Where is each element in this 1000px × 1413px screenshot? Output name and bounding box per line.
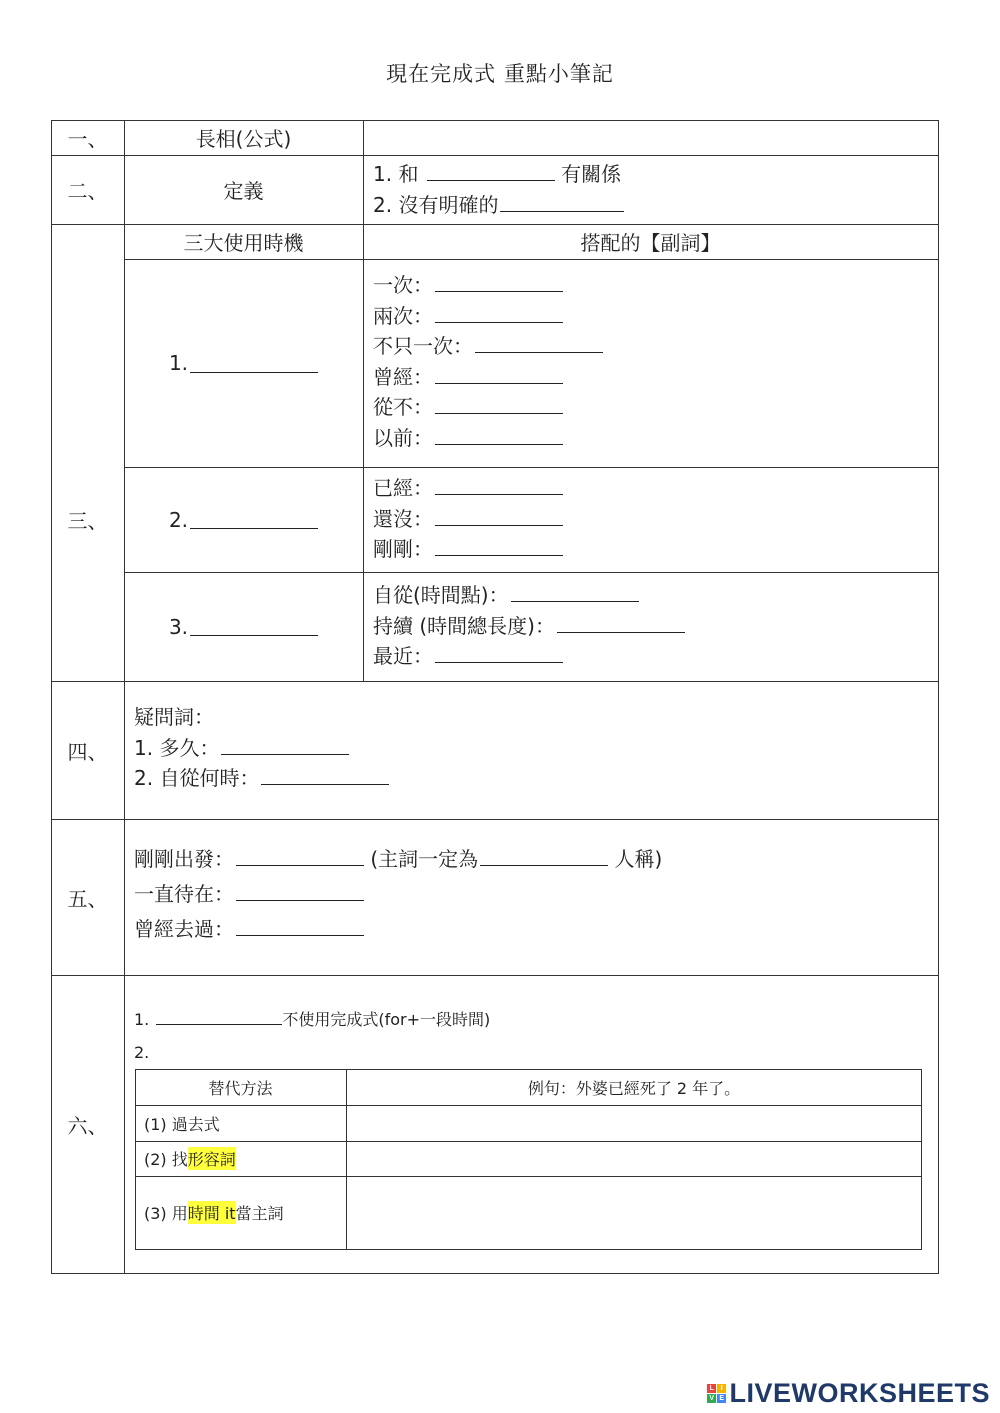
definition-1-blank[interactable] (427, 162, 555, 181)
alt-table-header-example: 例句：外婆已經死了 2 年了。 (527, 1078, 741, 1098)
alt-example-2-cell[interactable] (347, 1142, 921, 1176)
alternatives-table (135, 1069, 922, 1250)
usage-header: 三大使用時機 (183, 231, 304, 255)
phrase-3-blank[interactable] (236, 917, 364, 936)
page-title: 現在完成式 重點小筆記 (386, 62, 614, 86)
adverb-blank[interactable] (435, 644, 563, 663)
phrase-1-note: (主詞一定為 (364, 847, 479, 871)
logo-mark-i: I (717, 1384, 726, 1393)
usage-1-label: 1. (168, 351, 189, 375)
alt-1-blank[interactable] (156, 1009, 282, 1025)
question-word-label: 1. 多久： (134, 735, 220, 760)
question-words-heading: 疑問詞： (134, 705, 214, 729)
row3-number: 三、 (67, 509, 108, 533)
question-word-blank[interactable] (261, 766, 389, 785)
usage-3 (124, 572, 363, 681)
adverb-label: 不只一次： (373, 334, 473, 358)
adverb-blank[interactable] (475, 334, 603, 353)
usage-3-adverbs (364, 580, 938, 672)
phrase-1-label: 剛剛出發： (134, 847, 234, 871)
usage-1-adverbs (364, 270, 938, 453)
adverb-label: 已經： (373, 476, 433, 500)
phrase-1-blank[interactable] (236, 847, 364, 866)
adverb-blank[interactable] (511, 583, 639, 602)
definition-1-suffix: 有關係 (554, 162, 622, 186)
adverb-label: 以前： (373, 425, 433, 450)
alt-method-1 (135, 1105, 346, 1141)
adverb-blank[interactable] (435, 365, 563, 384)
alt-method-text: (1) 過去式 (144, 1114, 220, 1134)
definition-2-blank[interactable] (500, 193, 624, 212)
adverb-blank[interactable] (435, 273, 563, 292)
alt-table-header-method: 替代方法 (208, 1078, 273, 1098)
adverb-label: 還沒： (373, 506, 433, 531)
adverb-label: 最近： (373, 644, 433, 668)
usage-3-label: 3. (168, 614, 189, 639)
usage-2-adverbs (364, 473, 938, 565)
adverb-label: 兩次： (373, 303, 433, 328)
usage-2-blank[interactable] (190, 510, 318, 529)
question-word-blank[interactable] (221, 736, 349, 755)
highlighted-keyword: 形容詞 (188, 1147, 236, 1170)
phrase-1-suffix: 人稱) (608, 847, 663, 871)
adverb-blank[interactable] (435, 426, 563, 445)
formula-answer-area[interactable] (364, 121, 938, 155)
adverb-blank[interactable] (435, 537, 563, 556)
adverb-label: 剛剛： (373, 537, 433, 561)
row5-number: 五、 (67, 886, 108, 911)
row2-number: 二、 (67, 179, 108, 203)
definition-2-text: 2. 沒有明確的 (373, 192, 499, 217)
liveworksheets-logo (707, 1378, 990, 1409)
alt-method-3 (135, 1176, 346, 1249)
alt-example-1-cell[interactable] (347, 1106, 921, 1141)
row1-label: 長相(公式) (195, 127, 292, 151)
row4-number: 四、 (67, 739, 108, 764)
adverb-blank[interactable] (557, 614, 685, 633)
adverb-header: 搭配的【副詞】 (580, 231, 721, 255)
phrase-2-blank[interactable] (236, 882, 364, 901)
usage-2 (124, 467, 363, 572)
phrase-lines (125, 842, 938, 947)
adverb-blank[interactable] (435, 507, 563, 526)
alt-method-text: (3) 用 (144, 1204, 188, 1223)
alternatives-intro (125, 1003, 938, 1069)
adverb-label: 曾經： (373, 364, 433, 389)
question-words (125, 702, 938, 794)
adverb-blank[interactable] (435, 476, 563, 495)
adverb-label: 從不： (373, 395, 433, 419)
alt-1-suffix: 不使用完成式(for+一段時間) (282, 1010, 491, 1029)
logo-text: LIVEWORKSHEETS (729, 1378, 990, 1408)
question-word-label: 2. 自從何時： (134, 766, 260, 790)
adverb-label: 自從(時間點)： (373, 583, 509, 607)
adverb-blank[interactable] (435, 395, 563, 414)
highlighted-keyword: 時間 it (188, 1201, 236, 1224)
logo-mark-v: V (709, 1395, 715, 1402)
usage-1-blank[interactable] (190, 354, 318, 373)
row6-number: 六、 (67, 1113, 108, 1138)
adverb-label: 持續 (時間總長度)： (373, 613, 555, 638)
phrase-3-label: 曾經去過： (134, 917, 234, 941)
row2-label: 定義 (223, 179, 264, 203)
definition-lines (364, 159, 938, 220)
alt-method-2 (135, 1141, 346, 1176)
alt-method-text: (2) 找 (144, 1150, 188, 1169)
alt-method-suffix: 當主詞 (235, 1204, 284, 1223)
usage-1 (124, 259, 363, 467)
definition-1-text: 1. 和 (373, 162, 425, 186)
subject-person-blank[interactable] (480, 847, 608, 866)
alt-example-3-cell[interactable] (347, 1177, 921, 1249)
usage-3-blank[interactable] (190, 617, 318, 636)
logo-mark-l: L (707, 1384, 716, 1393)
logo-mark-e: E (719, 1395, 725, 1402)
logo-mark-icon (707, 1384, 726, 1403)
adverb-label: 一次： (373, 273, 433, 297)
usage-2-label: 2. (168, 507, 189, 532)
phrase-2-label: 一直待在： (134, 882, 234, 906)
adverb-blank[interactable] (435, 304, 563, 323)
alt-2-label: 2. (134, 1043, 150, 1062)
notes-table (51, 120, 939, 1274)
alt-1-label: 1. (134, 1010, 155, 1029)
row1-number: 一、 (67, 127, 108, 151)
